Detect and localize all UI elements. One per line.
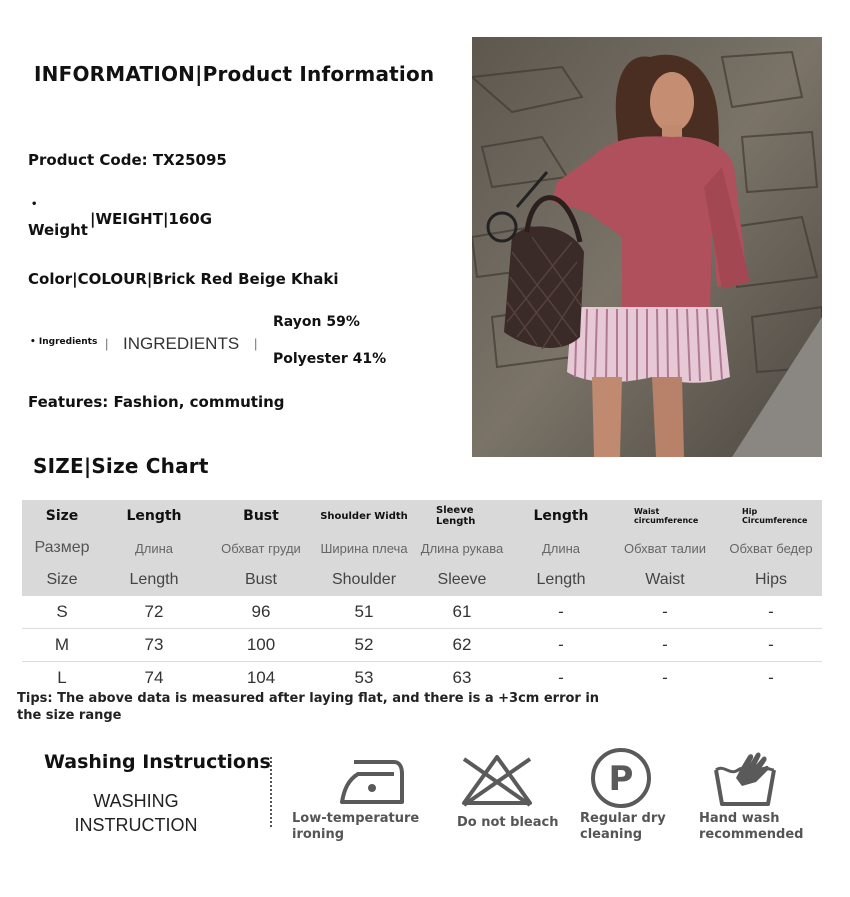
cell: - bbox=[512, 629, 610, 662]
info-title bbox=[34, 62, 434, 86]
weight-value: |WEIGHT|160G bbox=[90, 210, 213, 228]
features-value: Fashion, commuting bbox=[113, 393, 285, 411]
ingredients-sep-1: | bbox=[105, 336, 109, 351]
cell: - bbox=[610, 596, 720, 629]
iron-icon bbox=[338, 752, 408, 808]
washing-subtitle bbox=[26, 789, 246, 837]
wash-label-dryclean bbox=[580, 811, 666, 843]
header-ru-sleeve: Длина рукава bbox=[420, 540, 504, 556]
header-shoulder: Shoulder Width bbox=[320, 510, 408, 522]
header-alt-length: Length bbox=[129, 571, 179, 588]
header-waist: Waist circumference bbox=[634, 507, 699, 525]
table-row bbox=[22, 596, 822, 629]
cell: - bbox=[512, 596, 610, 629]
wash-label-dryclean-1: Regular dry bbox=[580, 811, 666, 826]
table-row bbox=[22, 629, 822, 662]
cell: - bbox=[720, 629, 822, 662]
header-alt-hips: Hips bbox=[754, 571, 787, 588]
header-ru-bust: Обхват груди bbox=[221, 540, 301, 556]
dry-clean-icon bbox=[589, 746, 653, 810]
ingredients-bullet: • bbox=[30, 337, 36, 347]
size-title-en: SIZE bbox=[33, 454, 84, 478]
product-code-value: TX25095 bbox=[152, 151, 227, 169]
header-row-alt bbox=[22, 564, 822, 596]
wash-label-handwash bbox=[699, 811, 803, 843]
header-ru-hips: Обхват бедер bbox=[729, 540, 813, 556]
weight-bullet: • bbox=[31, 199, 38, 210]
model-illustration bbox=[472, 37, 822, 457]
color-line: Color|COLOUR|Brick Red Beige Khaki bbox=[28, 270, 339, 288]
header-row-ru bbox=[22, 532, 822, 564]
washing-title: Washing Instructions bbox=[44, 751, 271, 773]
header-alt-bust: Bust bbox=[244, 571, 277, 588]
header-size: Size bbox=[45, 508, 79, 524]
dry-clean-glyph: P bbox=[608, 759, 634, 799]
cell: - bbox=[768, 668, 774, 687]
weight-label: Weight bbox=[28, 221, 88, 239]
cell: 104 bbox=[246, 668, 276, 687]
header-alt-size: Size bbox=[46, 571, 78, 588]
cell: L bbox=[57, 668, 67, 687]
wash-label-bleach bbox=[457, 815, 559, 831]
product-code bbox=[28, 151, 227, 169]
cell: - bbox=[558, 668, 564, 687]
wash-label-iron-1: Low-temperature bbox=[292, 811, 420, 826]
header-ru-shoulder: Ширина плеча bbox=[320, 540, 408, 556]
cell: 96 bbox=[206, 596, 316, 629]
cell: 74 bbox=[144, 668, 164, 687]
washing-subtitle-line1: WASHING bbox=[93, 791, 179, 811]
cell: 61 bbox=[412, 596, 512, 629]
ingredient-polyester: Polyester 41% bbox=[273, 351, 387, 367]
header-length: Length bbox=[126, 508, 182, 524]
ingredients-label-text: Ingredients bbox=[38, 337, 98, 347]
cell: 100 bbox=[206, 629, 316, 662]
ingredients-sep-2: | bbox=[254, 336, 258, 351]
info-title-sep: | bbox=[195, 62, 203, 86]
header-ru-length-2: Длина bbox=[541, 540, 581, 556]
cell: 73 bbox=[102, 629, 206, 662]
ingredients-caps: INGREDIENTS bbox=[123, 334, 240, 353]
header-row-en bbox=[22, 500, 822, 532]
cell: 51 bbox=[316, 596, 412, 629]
info-title-tail: Product Information bbox=[202, 62, 435, 86]
wash-label-bleach-1: Do not bleach bbox=[457, 815, 559, 830]
header-ru-length: Длина bbox=[134, 540, 174, 556]
size-tips: Tips: The above data is measured after laying flat, and there is a +3cm error in the size range bbox=[17, 691, 600, 723]
header-ru-waist: Обхват талии bbox=[623, 540, 707, 556]
hand-wash-icon bbox=[712, 748, 778, 808]
header-alt-length-2: Length bbox=[536, 571, 586, 588]
wash-label-handwash-2: recommended bbox=[699, 827, 804, 842]
header-length-2: Length bbox=[533, 508, 589, 524]
wash-label-iron bbox=[292, 811, 419, 843]
no-bleach-icon bbox=[458, 751, 536, 809]
size-table bbox=[22, 500, 822, 694]
cell: - bbox=[662, 668, 668, 687]
cell: 53 bbox=[354, 668, 374, 687]
ingredients-label bbox=[30, 337, 97, 347]
header-alt-shoulder: Shoulder bbox=[331, 571, 397, 588]
header-ru-size: Размер bbox=[34, 539, 90, 556]
cell: S bbox=[22, 596, 102, 629]
cell: M bbox=[22, 629, 102, 662]
product-code-label: Product Code: bbox=[28, 151, 148, 169]
cell: - bbox=[610, 629, 720, 662]
features bbox=[28, 393, 285, 411]
washing-divider bbox=[270, 757, 272, 827]
washing-subtitle-line2: INSTRUCTION bbox=[74, 815, 198, 835]
size-title-sep: | bbox=[83, 454, 92, 478]
size-title-tail: Size Chart bbox=[91, 454, 209, 478]
wash-label-iron-2: ironing bbox=[292, 827, 345, 842]
header-alt-waist: Waist bbox=[645, 571, 685, 588]
header-bust: Bust bbox=[243, 508, 279, 524]
cell: 62 bbox=[412, 629, 512, 662]
wash-label-handwash-1: Hand wash bbox=[699, 811, 780, 826]
info-title-en: INFORMATION bbox=[34, 62, 196, 86]
wash-label-dryclean-2: cleaning bbox=[580, 827, 643, 842]
size-chart-title bbox=[33, 454, 209, 478]
header-hips: Hip Circumference bbox=[742, 507, 808, 525]
cell: 63 bbox=[452, 668, 472, 687]
cell: 72 bbox=[102, 596, 206, 629]
product-photo bbox=[472, 37, 822, 457]
ingredient-rayon: Rayon 59% bbox=[273, 314, 360, 330]
cell: 52 bbox=[316, 629, 412, 662]
header-alt-sleeve: Sleeve bbox=[437, 571, 487, 588]
header-sleeve: Sleeve Length bbox=[436, 505, 476, 527]
cell: - bbox=[720, 596, 822, 629]
features-label: Features: bbox=[28, 393, 109, 411]
